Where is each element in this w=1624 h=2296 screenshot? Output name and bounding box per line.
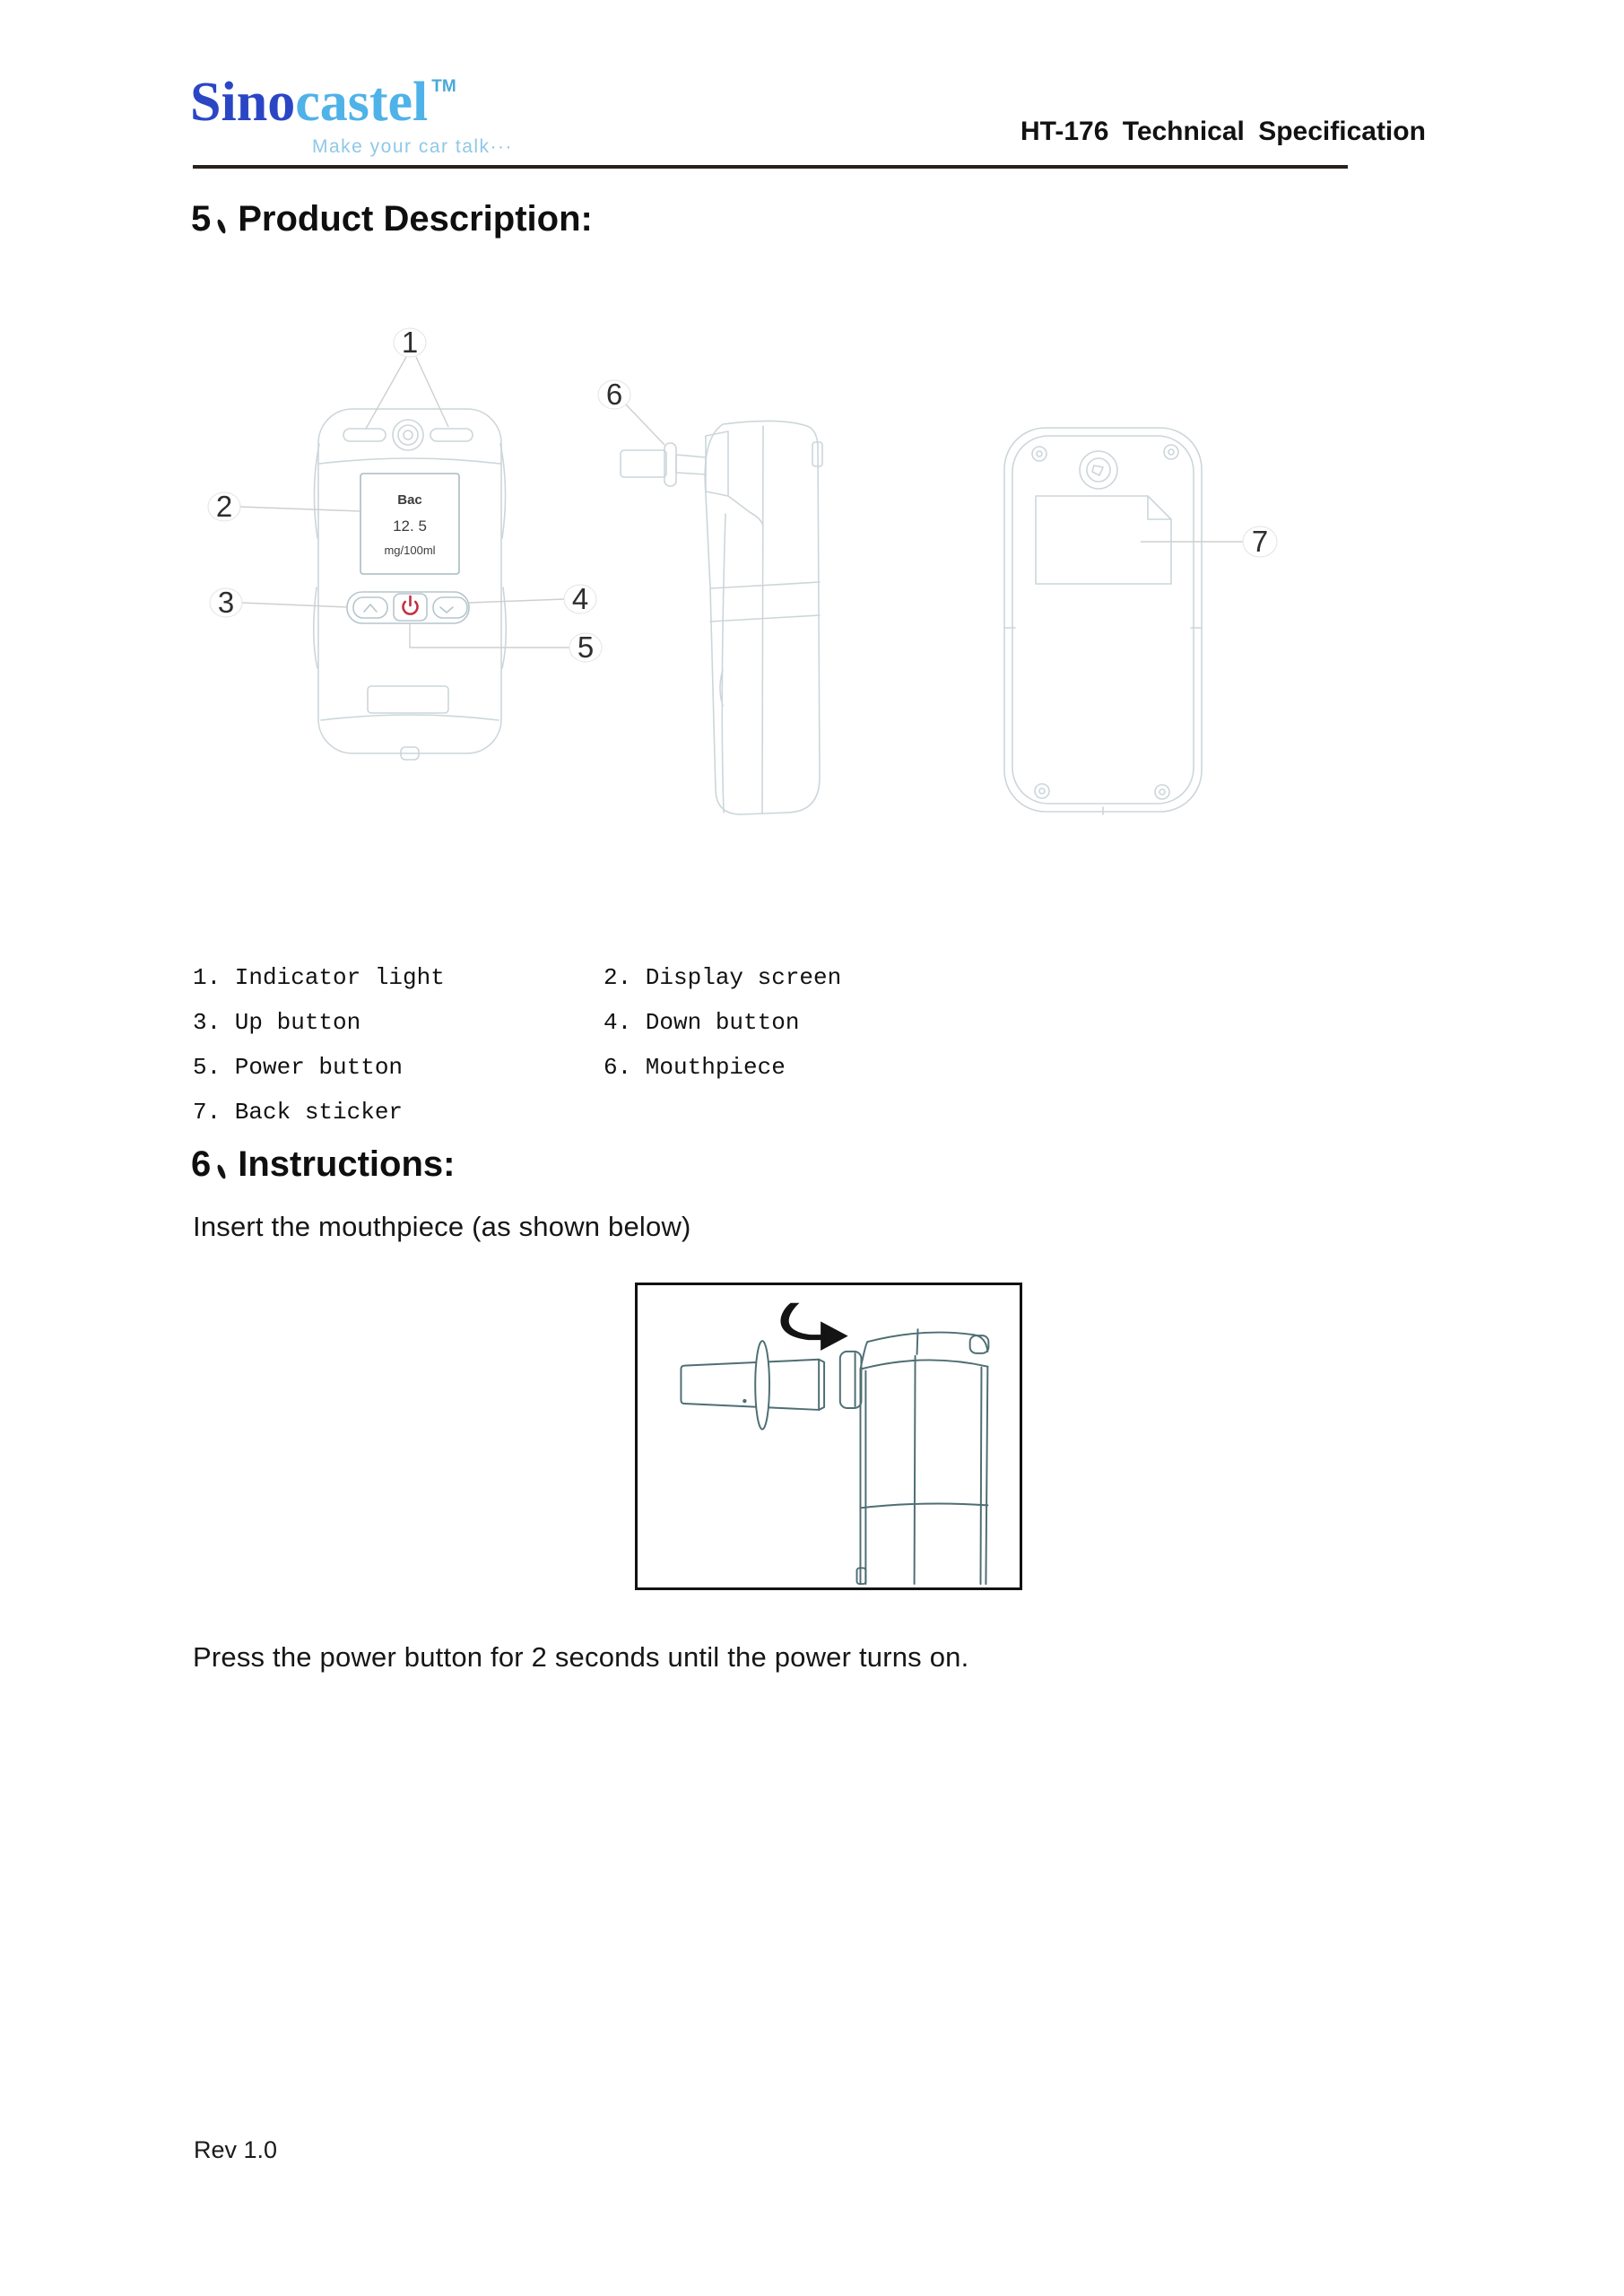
parts-list-item: 7. Back sticker — [193, 1099, 404, 1126]
section-number: 6 — [191, 1144, 212, 1184]
chevron-up-icon — [364, 604, 377, 612]
screen-line-value: 12. 5 — [393, 517, 427, 535]
insert-arrow-icon — [780, 1303, 847, 1351]
parts-list — [193, 955, 1000, 1135]
parts-list-item — [604, 1090, 962, 1135]
instruction-step-insert: Insert the mouthpiece (as shown below) — [193, 1211, 691, 1242]
back-sticker-drawing — [1036, 496, 1171, 584]
parts-list-item: 4. Down button — [604, 1009, 800, 1036]
parts-list-item: 5. Power button — [193, 1054, 404, 1081]
svg-text:1: 1 — [401, 326, 419, 359]
screen-line-unit: mg/100ml — [384, 544, 436, 557]
svg-text:5: 5 — [577, 631, 595, 664]
svg-text:3: 3 — [217, 586, 235, 619]
section-title: Instructions: — [238, 1144, 456, 1184]
breath-sensor — [393, 420, 423, 450]
callout-6 — [598, 378, 630, 411]
indicator-light-right — [430, 429, 473, 441]
section-title: Product Description: — [238, 199, 593, 239]
callout-lines — [239, 357, 1243, 648]
display-screen-text — [384, 492, 435, 557]
down-button-drawing — [433, 597, 467, 618]
callout-2 — [208, 490, 240, 523]
trademark-symbol: TM — [431, 77, 456, 96]
parts-list-item: 6. Mouthpiece — [604, 1054, 786, 1081]
svg-text:6: 6 — [605, 378, 623, 411]
callout-4 — [564, 582, 596, 615]
logo-tagline: Make your car talk··· — [312, 136, 514, 157]
mouthpiece-socket — [840, 1352, 862, 1408]
front-view-drawing — [314, 409, 507, 760]
instruction-step-power: Press the power button for 2 seconds until the power turns on. — [193, 1641, 969, 1673]
screen-line-bac: Bac — [397, 492, 422, 508]
section-heading-product-description — [191, 199, 593, 239]
logo-brand-secondary: castel — [295, 72, 429, 133]
callout-1 — [394, 326, 426, 359]
header-rule — [193, 165, 1348, 169]
svg-text:7: 7 — [1251, 525, 1269, 558]
document-title: HT-176 Technical Specification — [1020, 117, 1426, 146]
chevron-down-icon — [440, 607, 453, 613]
ideographic-comma-separator — [211, 203, 238, 239]
power-icon — [404, 596, 418, 614]
indicator-light-left — [343, 429, 386, 441]
corner-screws — [1032, 445, 1178, 799]
parts-list-item: 3. Up button — [193, 1009, 361, 1036]
parts-list-item: 2. Display screen — [604, 964, 842, 991]
speaker-emblem — [1080, 451, 1117, 489]
mouthpiece-drawing — [681, 1341, 824, 1430]
svg-text:4: 4 — [571, 582, 589, 615]
callout-7 — [1243, 525, 1277, 558]
parts-list-item: 1. Indicator light — [193, 964, 445, 991]
ideographic-comma-separator — [211, 1148, 238, 1184]
mouthpiece-insertion-diagram — [635, 1283, 1022, 1590]
svg-text:2: 2 — [215, 490, 233, 523]
section-number: 5 — [191, 199, 212, 239]
product-views-figure — [188, 318, 1300, 901]
insertion-diagram-svg — [638, 1285, 1020, 1587]
logo-brand-primary: Sino — [190, 72, 296, 133]
callout-markers — [208, 326, 1277, 664]
callout-3 — [210, 586, 242, 619]
revision-label: Rev 1.0 — [194, 2136, 278, 2163]
mouthpiece-tube — [621, 450, 666, 477]
section-heading-instructions — [191, 1144, 455, 1184]
up-button-drawing — [353, 597, 387, 618]
callout-5 — [569, 631, 602, 664]
button-row-drawing — [347, 592, 469, 623]
side-view-drawing — [621, 421, 822, 814]
sinocastel-logo — [190, 72, 456, 133]
back-view-drawing — [1004, 428, 1202, 814]
device-top-drawing — [840, 1329, 989, 1584]
